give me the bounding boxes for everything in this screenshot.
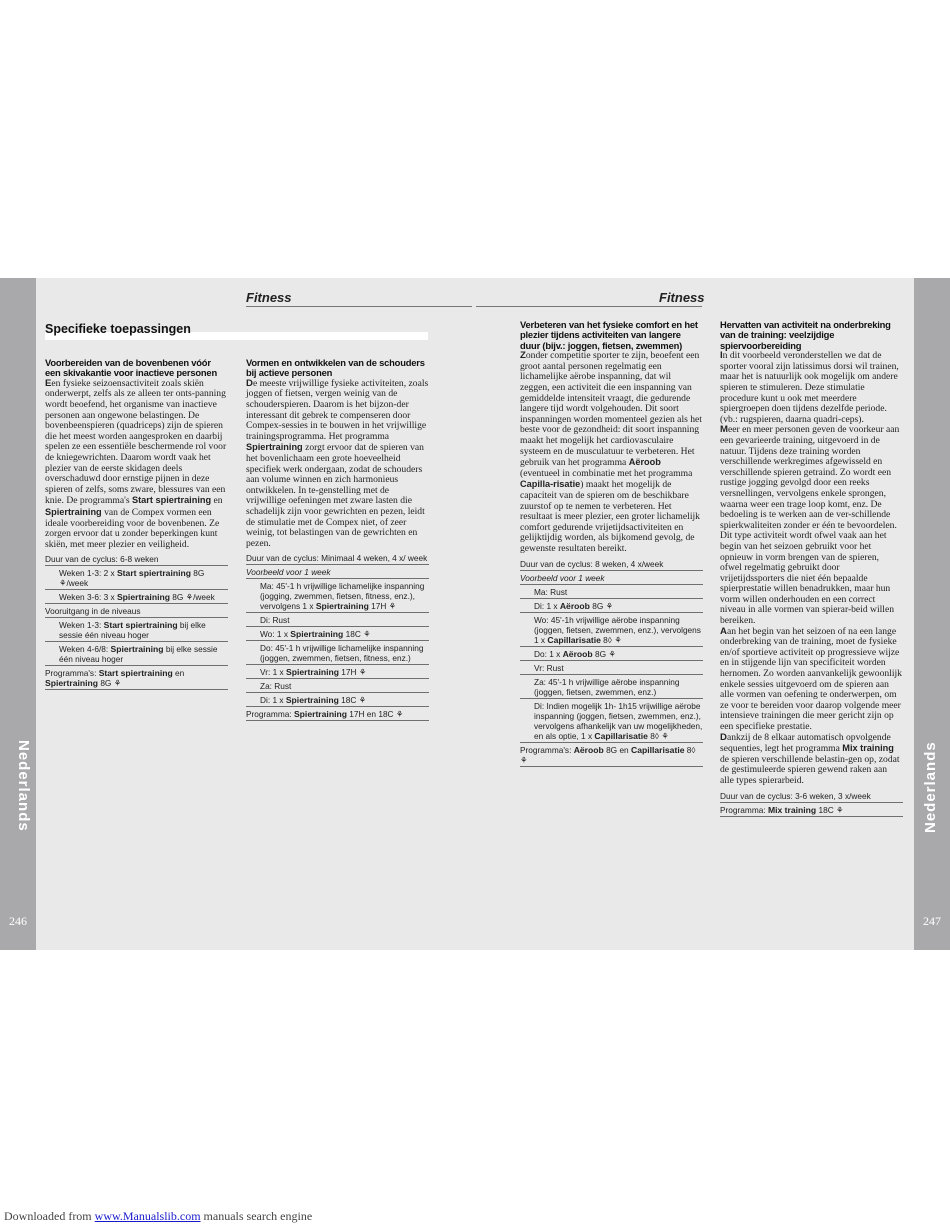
column-ski-preparation	[45, 358, 228, 690]
program-name: Spiertraining	[110, 644, 164, 655]
column-heading: Vormen en ontwikkelen van de schouders bij actieve personen	[246, 357, 425, 379]
program-name: Spiertraining	[285, 667, 339, 678]
program-name: Capillarisatie	[630, 744, 685, 755]
left-page-number: 246	[9, 914, 27, 928]
body-text	[246, 379, 429, 550]
body-text	[720, 425, 903, 626]
row-text: 17H ⚘	[368, 601, 397, 612]
row-text: 8G en	[603, 744, 631, 755]
body-span: ankzij de 8 elkaar automatisch opvolgende sequenties, legt het programma	[720, 731, 891, 755]
body-span: de spieren verschillende belastin-gen op, zodat de gestimuleerde spieren gewend raken aan alle types spierarbeid.	[720, 753, 900, 786]
table-row	[45, 566, 228, 590]
left-side-tab	[0, 278, 36, 950]
row-text: bij elke sessie één niveau hoger	[59, 644, 218, 665]
table-row: Za: Rust	[246, 679, 429, 693]
row-text: Weken 1-3:	[59, 620, 104, 631]
row-text: Ma: 45'-1 h vrijwillige lichamelijke inspanning (jogging, zwemmen, fietsen, fitness, enz.), vervolgens 1 x	[260, 581, 425, 612]
body-span: en fysieke seizoensactiviteit zoals skiën onderwerpt, zelfs als ze alleen ter onts-panning wordt beoefend, het organisme van inactieve personen aan ongewone belastingen. De bovenbeenspieren (quadriceps) zijn de spieren die het meest worden aangesproken en daarbij spelen ze een essentiële beschermende rol voor de kniegewrichten. Daarom wordt vaak het plezier van de eerste skidagen deels overschaduwd door ernstige pijnen in deze spieren of zelfs, soms zware, blessures van een knie. De programma's	[45, 377, 227, 507]
left-language-label: Nederlands	[15, 740, 32, 832]
column-heading: Verbeteren van het fysieke comfort en het plezier tijdens activiteiten van langere duur (bijv.: joggen, fietsen, zwemmen)	[520, 319, 698, 351]
body-text	[520, 351, 703, 554]
footer-suffix: manuals search engine	[200, 1209, 313, 1223]
left-header-rule	[246, 306, 472, 307]
row-text: Programma's:	[520, 744, 574, 755]
table-row	[520, 743, 703, 767]
row-text: Di: 1 x	[260, 695, 286, 706]
right-language-label: Nederlands	[922, 741, 939, 833]
drop-cap: E	[45, 377, 52, 389]
table-row	[45, 642, 228, 666]
program-name: Spiertraining	[116, 592, 170, 603]
table-row	[720, 803, 903, 817]
column-heading: Hervatten van activiteit na onderbreking van de training: veelzijdige spiervoorbereiding	[720, 319, 891, 351]
table-row	[246, 707, 429, 721]
row-text: Wo: 45'-1h vrijwillige aërobe inspanning (joggen, fietsen, zwemmen, enz.), vervolgens 1 x	[534, 614, 701, 645]
row-text: Di: 1 x	[534, 600, 560, 611]
table-row	[520, 647, 703, 661]
program-name: Mix training	[842, 743, 894, 754]
row-text: 18C ⚘	[338, 695, 367, 706]
program-name: Start spiertraining	[131, 495, 212, 506]
body-text	[720, 733, 903, 787]
body-span: van de Compex vormen een ideale voorbereiding voor de bovenbenen. Ze zorgen ervoor dat u zonder beperkingen kunt skiën, met meer plezier en veiligheid.	[45, 506, 220, 550]
body-span: en	[211, 495, 223, 507]
body-span: (eventueel in combinatie met het programma	[520, 467, 693, 479]
download-footer	[4, 1209, 312, 1224]
column-resume-training	[720, 320, 903, 817]
body-text	[45, 379, 228, 551]
table-row: Vr: Rust	[520, 661, 703, 675]
program-name: Spiertraining	[315, 601, 369, 612]
drop-cap: D	[246, 377, 253, 389]
row-text: 8G ⚘/week	[169, 592, 215, 603]
program-name: Start spiertraining	[103, 620, 178, 631]
table-row	[246, 665, 429, 679]
row-text: Programma:	[720, 804, 768, 815]
table-row	[520, 699, 703, 743]
program-name: Capillarisatie	[594, 730, 648, 741]
row-text: 18C ⚘	[343, 629, 371, 640]
table-row	[45, 666, 228, 690]
program-name: Spiertraining	[45, 678, 99, 689]
program-name: Aëroob	[628, 457, 661, 468]
table-row: Vooruitgang in de niveaus	[45, 604, 228, 618]
body-span: zorgt ervoor dat de spieren van het bovenlichaam een grote hoeveelheid specifiek werk ondergaan, zodat de schouders aan volume winnen en zich harmonieus ontwikkelen. In te-genstelling met de vrijwillige oefeningen met zware lasten die schadelijk zijn voor gewrichten en pezen, leidt de stimulatie met de Compex niet, of zeer weinig, tot belastingen van de gewrichten en pezen.	[246, 442, 425, 549]
program-name: Spiertraining	[246, 442, 303, 453]
body-span: eer en meer personen geven de voorkeur aan een gevarieerde training, uitgevoerd in de natuur. Tijdens deze training worden verschillende werkregimes afgewisseld en verschillende spieren getraind. Zo wordt een rustige jogging gevolgd door een reeks versnellingen, vervolgens enkele sprongen, waarna weer een trage loop komt, enz. De bedoeling is te werken aan de ver-schillende spierkwaliteiten zonder er één te bevoordelen. Dit type activiteit wordt ofwel vaak aan het begin van het seizoen gebruikt voor het opnieuw in vorm brengen van de spieren, ofwel regelmatig gebruikt door vrijetijdssporters die niet één bepaalde spierprestatie willen benadrukken, maar hun vorm willen onderhouden en een correct niveau in alle vormen van spierar-beid willen bereiken.	[720, 424, 900, 627]
body-span: ) maakt het mogelijk de capaciteit van de spieren om de beschikbare zuurstof op te nemen te verbeteren. Het resultaat is meer plezier, een groter lichamelijk comfort gedurende vrijetijdsactiviteiten en gelijktijdig worden, als bijkomend gevolg, de gewenste resultaten bereikt.	[520, 479, 700, 554]
table-row: Duur van de cyclus: Minimaal 4 weken, 4 x/ week	[246, 553, 428, 564]
row-text: Programma's:	[45, 668, 99, 679]
row-text: 17H en 18C ⚘	[346, 709, 404, 720]
row-text: 8G ⚘/week	[59, 568, 205, 589]
program-name: Aëroob	[559, 600, 590, 611]
row-text: bij elke sessie één niveau hoger	[59, 620, 206, 641]
table-row: Di: Rust	[246, 613, 429, 627]
right-page-header: Fitness	[659, 290, 705, 305]
section-title: Specifieke toepassingen	[45, 322, 191, 336]
row-text: 8◊ ⚘	[520, 744, 696, 765]
row-text: Wo: 1 x	[260, 629, 291, 640]
right-side-tab	[914, 278, 950, 950]
column-heading: Voorbereiden van de bovenbenen vóór een skivakantie voor inactieve personen	[45, 357, 217, 379]
table-row	[45, 618, 228, 642]
program-name: Aëroob	[573, 744, 604, 755]
program-name: Spiertraining	[285, 695, 339, 706]
row-text: 8◊ ⚘	[600, 634, 622, 645]
program-name: Mix training	[767, 804, 817, 815]
table-row: Duur van de cyclus: 3-6 weken, 3 x/week	[720, 789, 903, 803]
row-text: 8G ⚘	[98, 678, 122, 689]
program-name: Start spiertraining	[98, 668, 173, 679]
row-text: 18C ⚘	[816, 804, 844, 815]
table-row: Ma: Rust	[520, 585, 703, 599]
column-aerobic-comfort	[520, 320, 703, 767]
table-row: Voorbeeld voor 1 week	[520, 571, 703, 585]
row-text: Do: 1 x	[534, 648, 563, 659]
drop-cap: Z	[520, 350, 526, 362]
row-text: Weken 4-6/8:	[59, 644, 111, 655]
row-text: Weken 3-6: 3 x	[59, 592, 117, 603]
table-row: Za: 45'-1 h vrijwillige aërobe inspanning (joggen, fietsen, zwemmen, enz.)	[520, 675, 703, 699]
row-text: 8G ⚘	[589, 600, 614, 611]
body-span: an het begin van het seizoen of na een lange onderbreking van de training, moet de fysieke en/of sportieve activiteit op progressieve wijze en in stijgende lijn van specificiteit worden hernomen. Zo worden aanvankelijk gewoonlijk enkele sessies uitgevoerd om de spieren aan alle vormen van oefening te onderwerpen, om ze voor te bereiden voor daarop volgende meer intensieve trainingen die meer gericht zijn op een specifieke prestatie.	[720, 625, 902, 732]
program-name: Spiertraining	[293, 709, 347, 720]
table-row: Duur van de cyclus: 6-8 weken	[45, 552, 228, 566]
row-text: 8◊ ⚘	[647, 730, 669, 741]
table-row	[520, 599, 703, 613]
table-row	[45, 590, 228, 604]
left-page-header: Fitness	[246, 290, 292, 305]
row-text: en	[172, 668, 185, 679]
table-row: Duur van de cyclus: 8 weken, 4 x/week	[520, 557, 703, 571]
right-header-rule	[476, 306, 702, 307]
drop-cap: D	[720, 731, 727, 743]
program-name: Aëroob	[562, 648, 593, 659]
schedule-table	[720, 789, 903, 817]
body-span: n dit voorbeeld veronderstellen we dat de sporter vooral zijn latissimus dorsi wil trainen, maar het is natuurlijk ook mogelijk om andere spieren te stimuleren. Deze stimulatie procedure kunt u ook met meerdere spiergroepen doen tijdens dezelfde periode. (vb.: rugspieren, daarna quadri-ceps).	[720, 350, 899, 425]
row-text: 17H ⚘	[339, 667, 367, 678]
table-row	[246, 627, 429, 641]
body-text	[720, 627, 903, 733]
table-row: Do: 45'-1 h vrijwillige lichamelijke inspanning (joggen, zwemmen, fietsen, fitness, enz.)	[246, 641, 429, 665]
row-text: Vr: 1 x	[260, 667, 286, 678]
body-text	[720, 351, 903, 425]
column-shoulder-training	[246, 358, 429, 721]
drop-cap: A	[720, 625, 727, 637]
program-name: Spiertraining	[45, 506, 102, 517]
footer-prefix: Downloaded from	[4, 1209, 95, 1223]
program-name: Start spiertraining	[116, 568, 191, 579]
body-span: onder competitie sporter te zijn, beoefent een groot aantal personen regelmatig een lichamelijke aërobe inspanning, dat wil zeggen, een activiteit die een inspanning van gemiddelde intensiteit vraagt, die gedurende langere tijd wordt volgehouden. Dit soort inspanningen worden momenteel gezien als het beste voor de gezondheid: dit soort inspanning maakt het mogelijk het cardiovasculaire systeem en de musculatuur te verbeteren. Het gebruik van het programma	[520, 350, 702, 469]
row-text: Di: Indien mogelijk 1h- 1h15 vrijwillige aërobe inspanning (joggen, fietsen, zwemmen, enz.), vervolgens afhankelijk van uw mogelijkheden, en als optie, 1 x	[534, 700, 703, 741]
table-row	[520, 613, 703, 647]
right-page-number: 247	[923, 914, 941, 928]
program-name: Spiertraining	[290, 629, 344, 640]
table-row	[246, 579, 429, 613]
schedule-table	[246, 551, 429, 721]
row-text: 8G ⚘	[592, 648, 616, 659]
body-span: e meeste vrijwillige fysieke activiteiten, zoals joggen of fietsen, vergen weinig van de schouderspieren. Daarom is het bijzon-der interessant dit gebrek te compenseren door Compex-sessies in te bouwen in het vrijwillige trainingsprogramma. Het programma	[246, 377, 429, 442]
manualslib-link[interactable]: www.Manualslib.com	[94, 1209, 201, 1223]
drop-cap: I	[720, 350, 723, 362]
row-text: Programma:	[246, 709, 294, 720]
table-row	[246, 693, 429, 707]
drop-cap: M	[720, 424, 728, 436]
program-name: Capilla-risatie	[520, 479, 581, 490]
manual-spread	[0, 278, 950, 950]
schedule-table	[45, 552, 228, 690]
table-row: Voorbeeld voor 1 week	[246, 565, 429, 579]
schedule-table	[520, 557, 703, 767]
row-text: Weken 1-3: 2 x	[59, 568, 117, 579]
program-name: Capillarisatie	[547, 634, 601, 645]
